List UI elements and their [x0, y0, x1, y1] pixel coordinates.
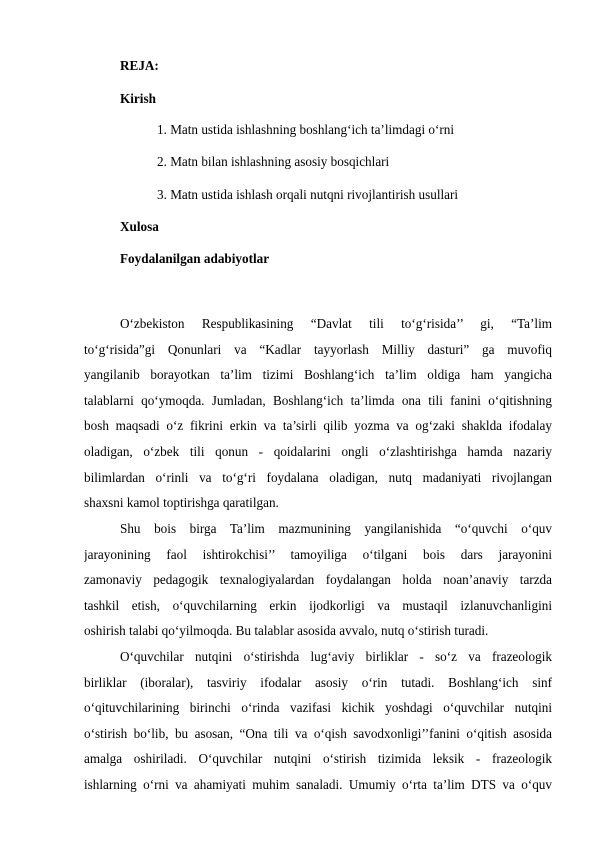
paragraph-line: O‘zbekiston Respublikasining “Davlat tili to‘g‘risida’’ gi, “Ta’lim [120, 316, 552, 331]
plan-references: Foydalanilgan adabiyotlar [120, 251, 270, 266]
plan-item: 1. Matn ustida ishlashning boshlang‘ich ta’limdagi o‘rni [157, 122, 455, 137]
paragraph-line: talablarni qo‘ymoqda. Jumladan, Boshlang‘ich ta’limda ona tili fanini o‘qitishning [84, 392, 552, 408]
paragraph-line: o‘stirish bo‘lib, bu asosan, “Ona tili va o‘qish savodxonligi’’fanini o‘qitish asosida [84, 725, 552, 741]
body-paragraph [84, 311, 552, 516]
plan-title: REJA: [120, 58, 159, 73]
paragraph-line: tashkil etish, o‘quvchilarning erkin ijodkorligi va mustaqil izlanuvchanligini [84, 597, 552, 613]
paragraph-line: Shu bois birga Ta’lim mazmunining yangilanishida “o‘quvchi o‘quv [120, 521, 552, 536]
paragraph-line: bilimlardan o‘rinli va to‘g‘ri foydalana oladigan, nutq madaniyati rivojlangan [84, 469, 552, 485]
plan-item: 2. Matn bilan ishlashning asosiy bosqichlari [157, 154, 390, 169]
paragraph-line: shaxsni kamol toptirishga qaratilgan. [84, 495, 279, 511]
paragraph-line: o‘qituvchilarining birinchi o‘rinda vazifasi kichik yoshdagi o‘quvchilar nutqini [84, 700, 552, 716]
paragraph-line: bosh maqsadi o‘z fikrini erkin va ta’sirli qilib yozma va og‘zaki shaklda ifodalay [84, 418, 552, 434]
paragraph-line: to‘g‘risida”gi Qonunlari va “Kadlar tayyorlash Milliy dasturi” ga muvofiq [84, 341, 552, 357]
paragraph-line: O‘quvchilar nutqini o‘stirishda lug‘aviy birliklar - so‘z va frazeologik [120, 649, 552, 664]
paragraph-line: jarayonining faol ishtirokchisi’’ tamoyiliga o‘tilgani bois dars jarayonini [84, 546, 552, 562]
paragraph-line: ishlarning o‘rni va ahamiyati muhim sanaladi. Umumiy o‘rta ta’lim DTS va o‘quv [84, 776, 552, 792]
plan-conclusion: Xulosa [120, 219, 159, 234]
plan-item: 3. Matn ustida ishlash orqali nutqni rivojlantirish usullari [157, 187, 459, 202]
paragraph-line: amalga oshiriladi. O‘quvchilar nutqini o‘stirish tizimida leksik - frazeologik [84, 751, 552, 767]
body-paragraph [84, 516, 552, 644]
plan-intro: Kirish [120, 91, 156, 106]
paragraph-line: oshirish talabi qo‘yilmoqda. Bu talablar asosida avvalo, nutq o‘stirish turadi. [84, 623, 489, 639]
paragraph-line: birliklar (iboralar), tasviriy ifodalar asosiy o‘rin tutadi. Boshlang‘ich sinf [84, 674, 552, 690]
paragraph-line: oladigan, o‘zbek tili qonun - qoidalarini ongli o‘zlashtirishga hamda nazariy [84, 443, 552, 459]
body-paragraph [84, 644, 552, 798]
paragraph-line: zamonaviy pedagogik texnalogiyalardan foydalangan holda noan’anaviy tarzda [84, 572, 552, 588]
paragraph-line: yangilanib borayotkan ta’lim tizimi Boshlang‘ich ta’lim oldiga ham yangicha [84, 367, 552, 383]
